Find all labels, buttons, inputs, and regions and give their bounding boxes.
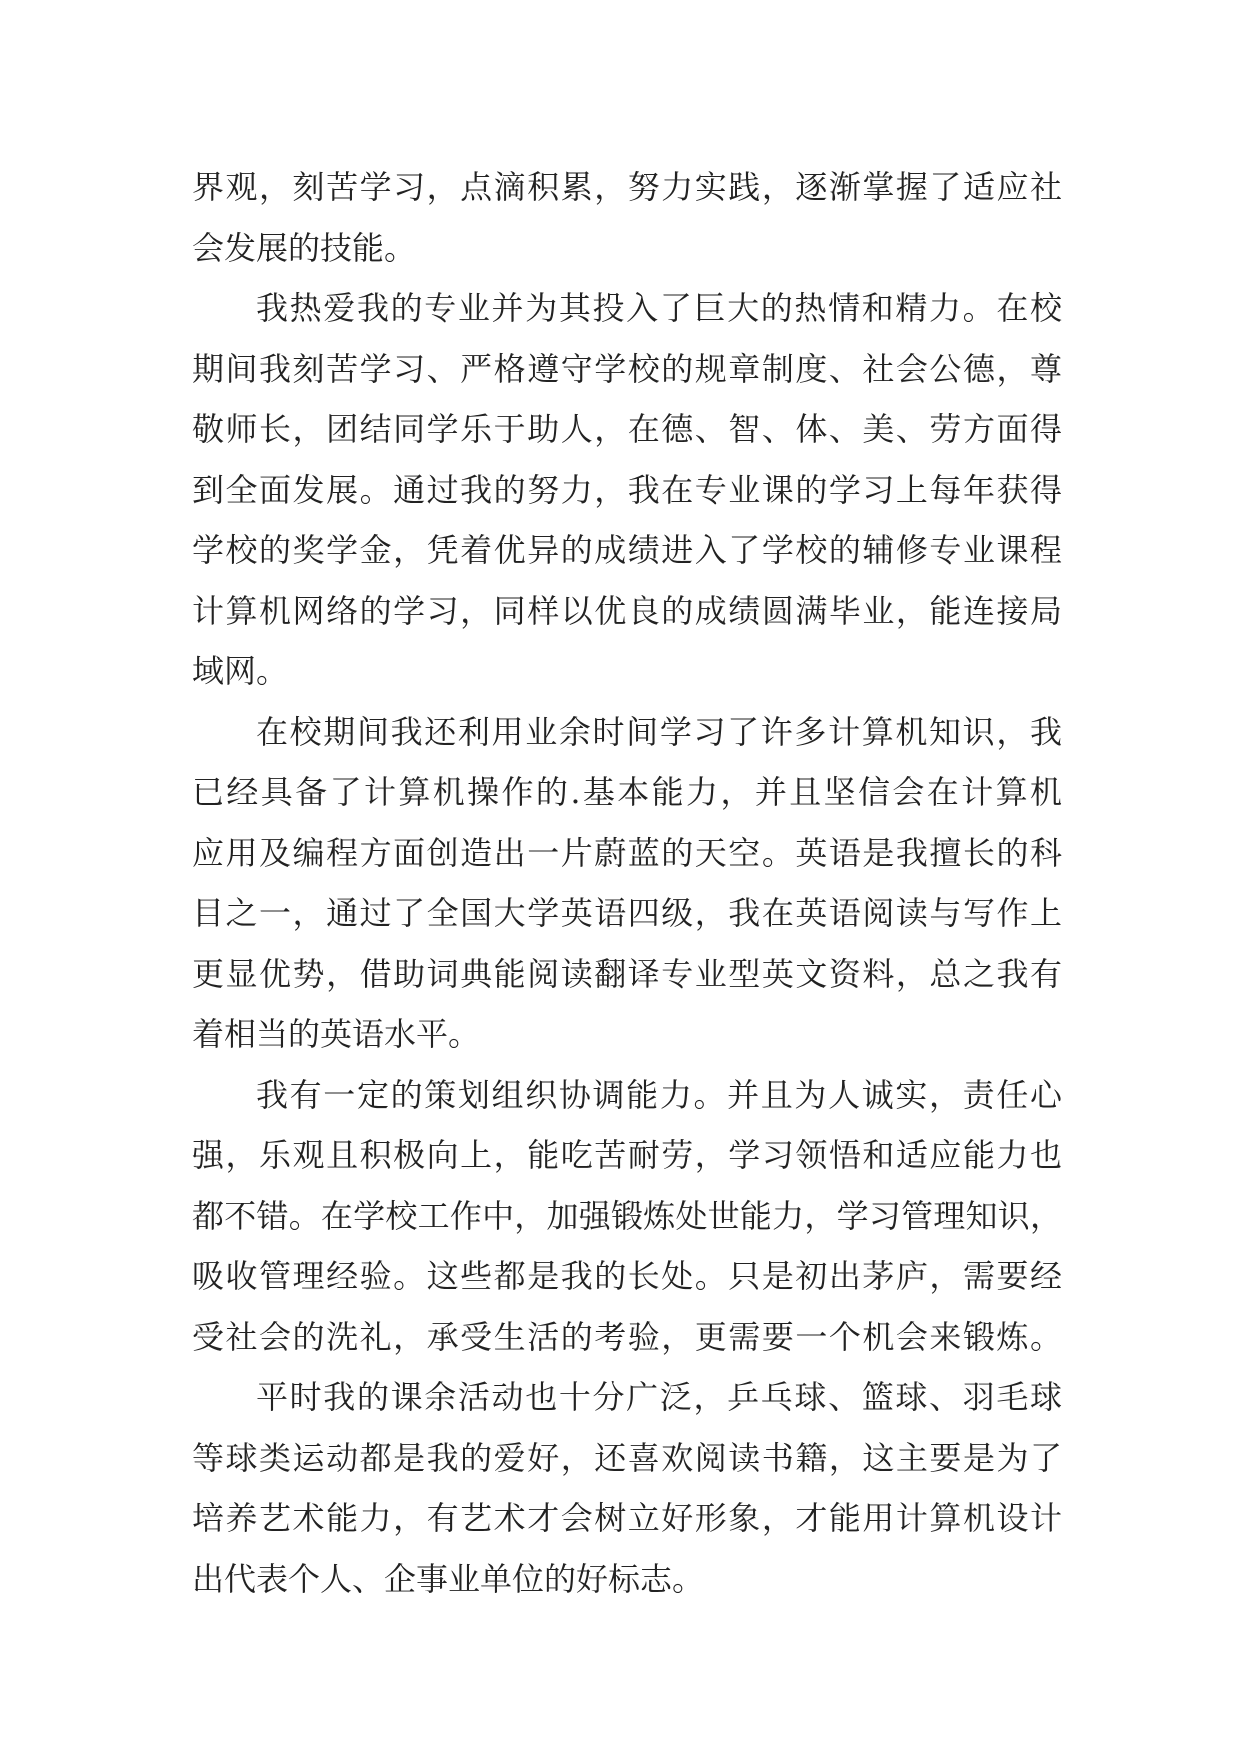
text-line: 更显优势，借助词典能阅读翻译专业型英文资料，总之我有: [192, 954, 1062, 993]
text-line: 学校的奖学金，凭着优异的成绩进入了学校的辅修专业课程: [192, 531, 1062, 569]
text-line: 应用及编程方面创造出一片蔚蓝的天空。英语是我擅长的科: [192, 833, 1062, 872]
text-line: 受社会的洗礼，承受生活的考验，更需要一个机会来锻炼。: [192, 1317, 1062, 1356]
text-line: 已经具备了计算机操作的.基本能力，并且坚信会在计算机: [192, 773, 1062, 811]
text-line: 培养艺术能力，有艺术才会树立好形象，才能用计算机设计: [192, 1499, 1062, 1537]
text-line: 着相当的英语水平。: [192, 1015, 481, 1053]
text-line: 我热爱我的专业并为其投入了巨大的热情和精力。在校: [256, 289, 1062, 327]
text-line: 等球类运动都是我的爱好，还喜欢阅读书籍，这主要是为了: [192, 1438, 1062, 1477]
text-line: 我有一定的策划组织协调能力。并且为人诚实，责任心: [256, 1075, 1062, 1114]
text-line: 强，乐观且积极向上，能吃苦耐劳，学习领悟和适应能力也: [192, 1136, 1062, 1174]
text-line: 期间我刻苦学习、严格遵守学校的规章制度、社会公德，尊: [192, 349, 1062, 388]
text-line: 平时我的课余活动也十分广泛，乒乓球、篮球、羽毛球: [256, 1378, 1062, 1416]
text-line: 出代表个人、企事业单位的好标志。: [192, 1559, 705, 1598]
paragraph: [192, 157, 1062, 278]
paragraph: [192, 1367, 1062, 1609]
paragraph: [192, 278, 1062, 702]
text-line: 敬师长，团结同学乐于助人，在德、智、体、美、劳方面得: [192, 410, 1062, 448]
text-line: 会发展的技能。: [192, 228, 417, 267]
text-line: 吸收管理经验。这些都是我的长处。只是初出茅庐，需要经: [192, 1257, 1062, 1295]
document-page: [192, 157, 1062, 1609]
text-line: 在校期间我还利用业余时间学习了许多计算机知识，我: [256, 712, 1062, 751]
text-line: 都不错。在学校工作中，加强锻炼处世能力，学习管理知识，: [192, 1196, 1062, 1235]
text-line: 目之一，通过了全国大学英语四级，我在英语阅读与写作上: [192, 894, 1062, 932]
text-line: 域网。: [192, 652, 289, 690]
text-line: 界观，刻苦学习，点滴积累，努力实践，逐渐掌握了适应社: [192, 168, 1062, 206]
paragraph: [192, 1065, 1062, 1368]
text-line: 计算机网络的学习，同样以优良的成绩圆满毕业，能连接局: [192, 591, 1062, 630]
paragraph: [192, 702, 1062, 1065]
text-line: 到全面发展。通过我的努力，我在专业课的学习上每年获得: [192, 470, 1062, 509]
